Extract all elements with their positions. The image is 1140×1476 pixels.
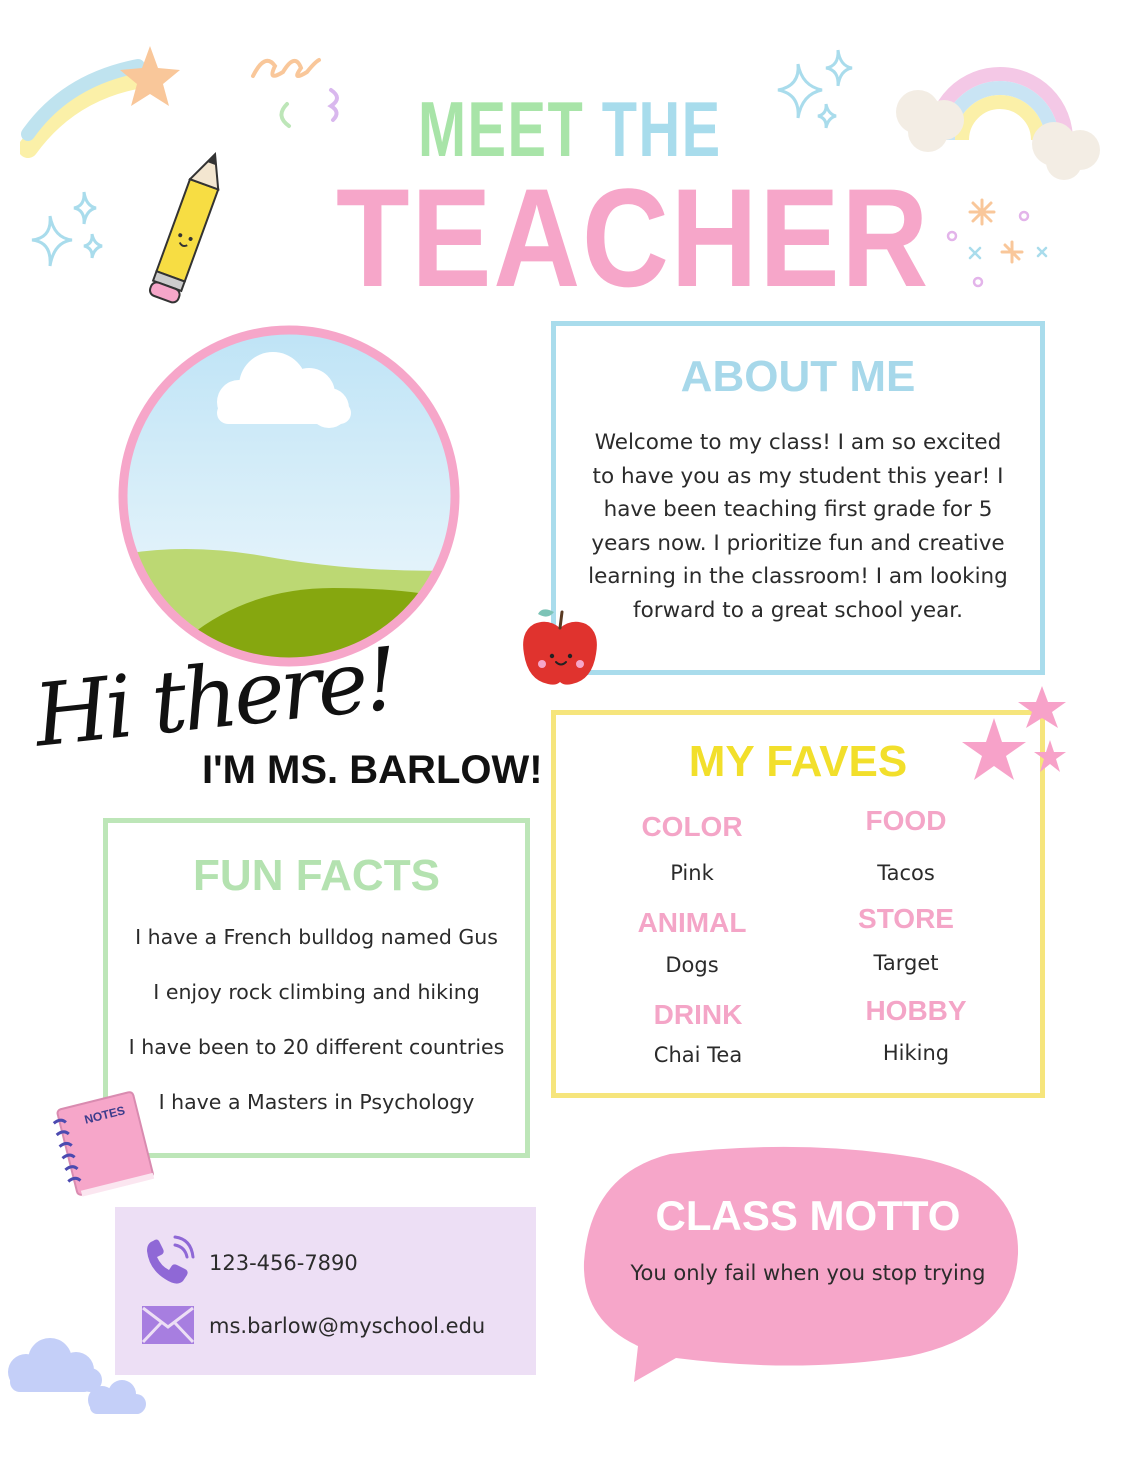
fave-value-color: Pink xyxy=(670,861,714,885)
about-line: Welcome to my class! I am so excited xyxy=(594,430,1002,455)
title-the-word: THE xyxy=(601,85,722,173)
about-line: to have you as my student this year! I xyxy=(592,463,1004,489)
title-teacher: TEACHER xyxy=(336,159,931,316)
fave-label-animal: ANIMAL xyxy=(637,907,747,938)
profile-photo-placeholder[interactable] xyxy=(113,320,465,672)
fun-fact-item: I have a Masters in Psychology xyxy=(158,1090,475,1114)
stars-icon xyxy=(958,684,1074,788)
fun-fact-item: I enjoy rock climbing and hiking xyxy=(153,980,480,1004)
fave-value-store: Target xyxy=(873,951,939,975)
notebook-icon xyxy=(48,1086,158,1200)
about-line: have been teaching first grade for 5 xyxy=(603,497,993,522)
fave-label-color: COLOR xyxy=(641,811,743,842)
contact-card xyxy=(115,1207,536,1375)
apple-icon xyxy=(518,604,602,690)
about-me-card xyxy=(551,321,1045,675)
about-line: learning in the classroom! I am looking xyxy=(588,564,1008,589)
title-meet-word: MEET xyxy=(418,85,585,173)
fave-label-drink: DRINK xyxy=(653,999,743,1030)
email-address[interactable]: ms.barlow@myschool.edu xyxy=(209,1314,486,1338)
fave-value-drink: Chai Tea xyxy=(653,1043,743,1067)
fave-label-food: FOOD xyxy=(865,805,947,836)
sparkle-icon xyxy=(772,46,862,136)
about-me-heading: ABOUT ME xyxy=(680,352,916,401)
sparkle-icon xyxy=(28,188,108,278)
fun-facts-card xyxy=(103,818,530,1158)
my-faves-heading: MY FAVES xyxy=(688,737,908,786)
fave-value-hobby: Hiking xyxy=(882,1041,950,1065)
about-line: forward to a great school year. xyxy=(633,597,963,623)
fave-label-hobby: HOBBY xyxy=(865,995,967,1026)
pencil-icon xyxy=(140,146,240,306)
fave-value-animal: Dogs xyxy=(665,953,719,977)
phone-number[interactable]: 123-456-7890 xyxy=(209,1251,358,1275)
fun-fact-item: I have a French bulldog named Gus xyxy=(135,925,498,949)
hi-there-script: Hi there! xyxy=(29,629,400,767)
squiggle-icon xyxy=(245,42,355,142)
teacher-name: I'M MS. BARLOW! xyxy=(202,748,543,792)
class-motto-heading: CLASS MOTTO xyxy=(655,1192,961,1239)
fave-value-food: Tacos xyxy=(877,861,935,885)
fun-fact-item: I have been to 20 different countries xyxy=(128,1035,505,1059)
about-line: years now. I prioritize fun and creative xyxy=(591,530,1005,556)
cloud-icon xyxy=(2,1336,152,1426)
class-motto-text: You only fail when you stop trying xyxy=(630,1261,986,1285)
fave-label-store: STORE xyxy=(858,903,954,934)
confetti-icon xyxy=(940,190,1060,290)
notebook-label: NOTES xyxy=(82,1103,127,1127)
about-me-text xyxy=(578,426,1018,627)
phone-icon xyxy=(143,1235,195,1287)
fun-facts-heading: FUN FACTS xyxy=(193,851,440,900)
